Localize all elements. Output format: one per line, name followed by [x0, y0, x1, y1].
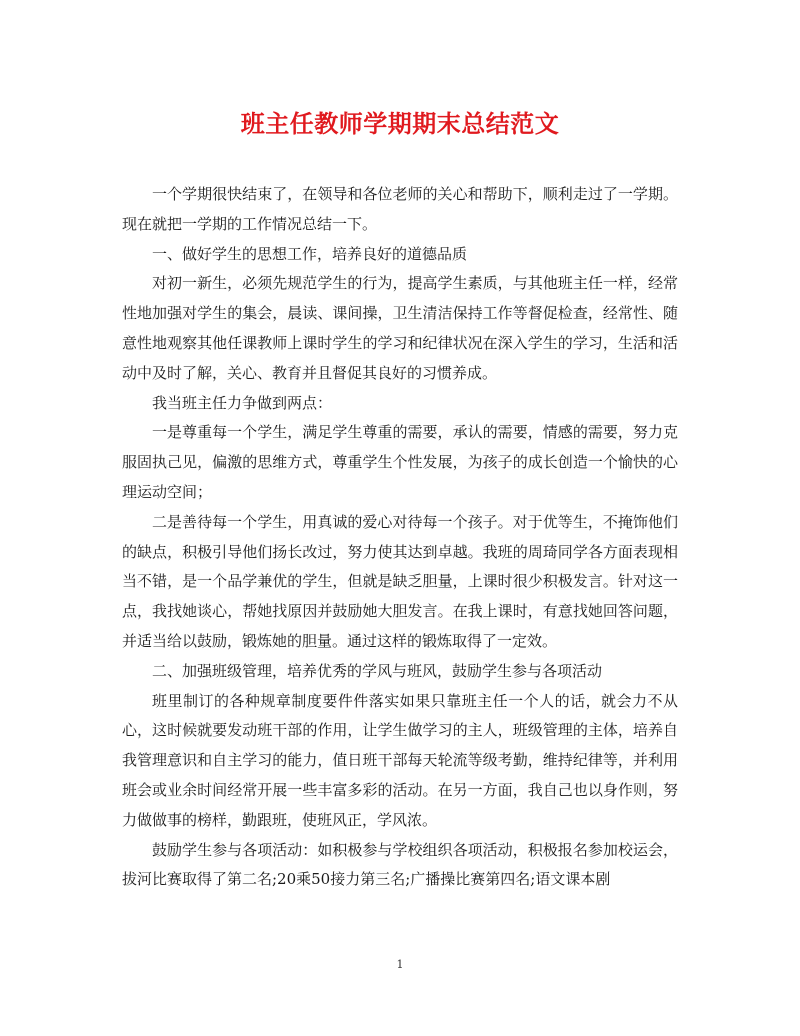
paragraph: 一个学期很快结束了，在领导和各位老师的关心和帮助下，顺利走过了一学期。现在就把一学期的工作情况总结一下。	[122, 185, 678, 233]
paragraph: 班里制订的各种规章制度要件件落实如果只靠班主任一个人的话，就会力不从心，这时候就要发动班干部的作用，让学生做学习的主人，班级管理的主体，培养自我管理意识和自主学习的能力，值日班干部每天轮流等级考勤，维持纪律等，并利用班会或业余时间经常开展一些丰富多彩的活动。在另一方面，我自己也以身作则，努力做做事的榜样，勤跟班，使班风正，学风浓。	[122, 691, 678, 829]
paragraph: 二是善待每一个学生，用真诚的爱心对待每一个孩子。对于优等生，不掩饰他们的缺点，积极引导他们扬长改过，努力使其达到卓越。我班的周琦同学各方面表现相当不错，是一个品学兼优的学生，但就是缺乏胆量，上课时很少积极发言。针对这一点，我找她谈心，帮她找原因并鼓励她大胆发言。在我上课时，有意找她回答问题，并适当给以鼓励，锻炼她的胆量。通过这样的锻炼取得了一定效。	[122, 512, 678, 650]
paragraph: 对初一新生，必须先规范学生的行为，提高学生素质，与其他班主任一样，经常性地加强对学生的集会，晨读、课间操，卫生清洁保持工作等督促检查，经常性、随意性地观察其他任课教师上课时学生的学习和纪律状况在深入学生的学习，生活和活动中及时了解，关心、教育并且督促其良好的习惯养成。	[122, 274, 678, 382]
paragraph: 一是尊重每一个学生，满足学生尊重的需要，承认的需要，情感的需要，努力克服固执己见，偏激的思维方式，尊重学生个性发展，为孩子的成长创造一个愉快的心理运动空间；	[122, 423, 678, 501]
document-body	[122, 180, 678, 895]
document-title: 班主任教师学期期末总结范文	[240, 109, 560, 138]
section-heading: 一、做好学生的思想工作，培养良好的道德品质	[152, 244, 468, 263]
page-number: 1	[396, 958, 404, 971]
paragraph: 鼓励学生参与各项活动：如积极参与学校组织各项活动，积极报名参加校运会，拔河比赛取得了第二名;20乘50接力第三名;广播操比赛第四名;语文课本剧	[122, 840, 678, 889]
paragraph: 我当班主任力争做到两点：	[152, 393, 333, 412]
section-heading: 二、加强班级管理，培养优秀的学风与班风，鼓励学生参与各项活动	[152, 661, 603, 680]
